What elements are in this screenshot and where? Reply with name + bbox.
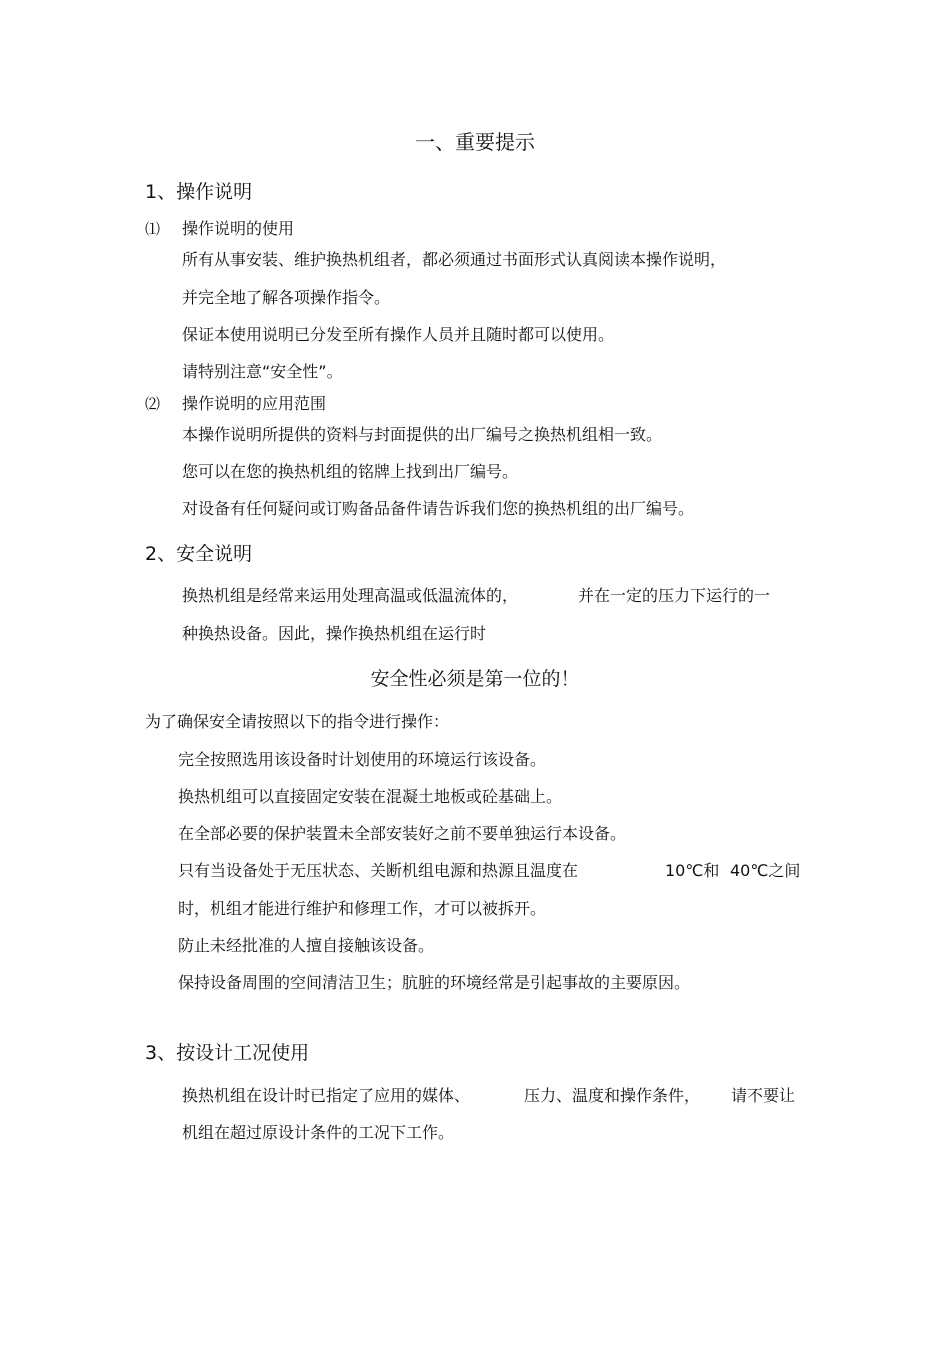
paragraph-line: 所有从事安装、维护换热机组者，都必须通过书面形式认真阅读本操作说明， [182,250,727,269]
paragraph-line: 换热机组是经常来运用处理高温或低温流体的， [182,586,519,605]
subsection-marker: ⑴ [145,220,161,238]
paragraph-line: 保证本使用说明已分发至所有操作人员并且随时都可以使用。 [182,325,615,344]
paragraph-line: 对设备有任何疑问或订购备品备件请告诉我们您的换热机组的出厂编号。 [182,499,695,518]
list-item: 防止未经批准的人擅自接触该设备。 [178,936,435,955]
section-heading-safety: 2、安全说明 [145,543,253,565]
safety-emphasis: 安全性必须是第一位的！ [370,668,580,690]
list-item: 完全按照选用该设备时计划使用的环境运行该设备。 [178,750,547,769]
paragraph-line: 机组在超过原设计条件的工况下工作。 [182,1123,455,1142]
paragraph-line: 本操作说明所提供的资料与封面提供的出厂编号之换热机组相一致。 [182,425,663,444]
subsection-marker: ⑵ [145,395,161,413]
paragraph-line: 换热机组在设计时已指定了应用的媒体、 [182,1086,471,1105]
instruction-lead: 为了确保安全请按照以下的指令进行操作： [145,712,450,731]
paragraph-line: 请不要让 [731,1086,796,1105]
paragraph-line: 种换热设备。因此，操作换热机组在运行时 [182,624,487,643]
list-item: 换热机组可以直接固定安装在混凝土地板或砼基础上。 [178,787,563,806]
section-heading-design-conditions: 3、按设计工况使用 [145,1042,310,1064]
list-item: 只有当设备处于无压状态、关断机组电源和热源且温度在 [178,861,579,880]
list-item: 40℃之间 [730,861,801,880]
paragraph-line: 并完全地了解各项操作指令。 [182,288,391,307]
list-item: 在全部必要的保护装置未全部安装好之前不要单独运行本设备。 [178,824,627,843]
paragraph-line: 压力、温度和操作条件， [524,1086,701,1105]
subsection-label: 操作说明的使用 [182,219,295,238]
paragraph-line: 请特别注意“安全性”。 [182,362,343,381]
page-title: 一、重要提示 [415,130,535,154]
section-heading-operation: 1、操作说明 [145,181,253,203]
subsection-label: 操作说明的应用范围 [182,394,327,413]
paragraph-line: 您可以在您的换热机组的铭牌上找到出厂编号。 [182,462,519,481]
list-item: 10℃和 [665,861,720,880]
list-item: 保持设备周围的空间清洁卫生；肮脏的环境经常是引起事故的主要原因。 [178,973,691,992]
list-item: 时，机组才能进行维护和修理工作，才可以被拆开。 [178,899,547,918]
paragraph-line: 并在一定的压力下运行的一 [578,586,771,605]
